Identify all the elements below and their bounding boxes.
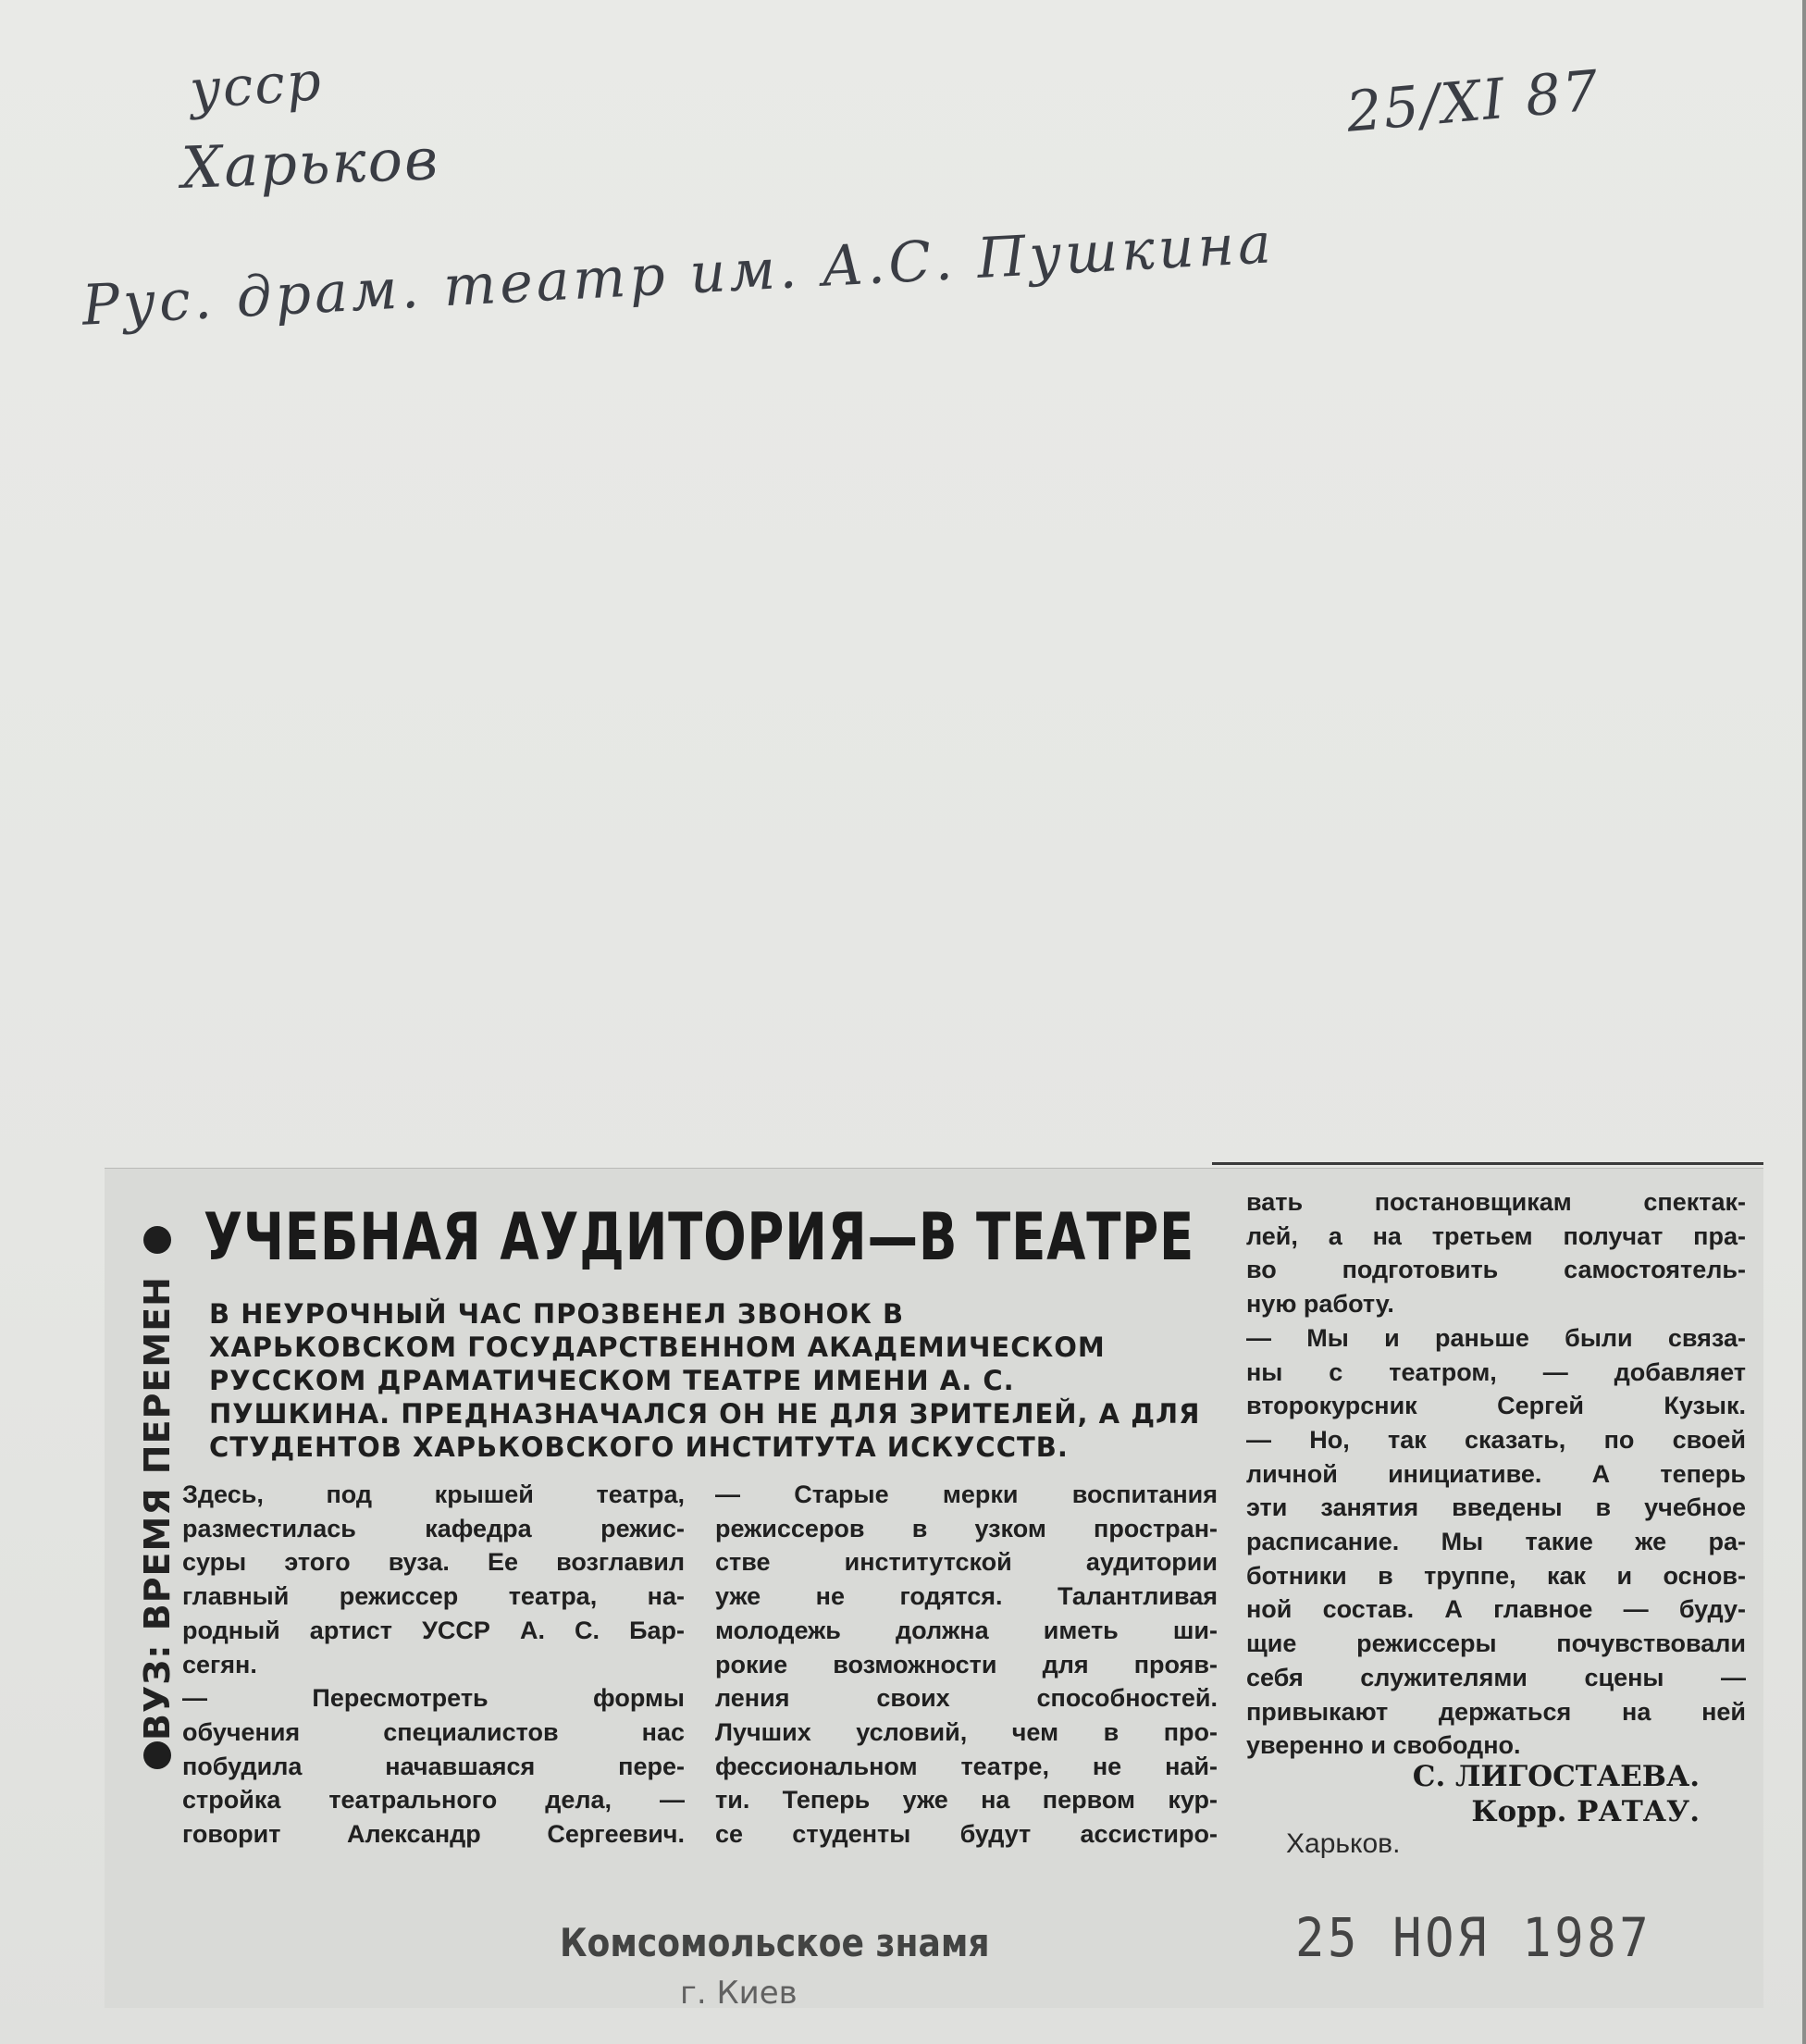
lead-line: ХАРЬКОВСКОМ ГОСУДАРСТВЕННОМ АКАДЕМИЧЕСКОМ xyxy=(209,1332,1106,1363)
column-line: привыкают держаться на ней xyxy=(1246,1697,1746,1726)
author-signature: С. ЛИГОСТАЕВА. xyxy=(1412,1760,1700,1793)
column-line: во подготовить самостоятель- xyxy=(1246,1256,1746,1284)
column-line: стройка театрального дела, — xyxy=(182,1786,685,1815)
column-line: ной состав. А главное — буду- xyxy=(1246,1595,1746,1624)
column-line: лей, а на третьем получат пра- xyxy=(1246,1221,1746,1250)
column-line: говорит Александр Сергеевич. xyxy=(182,1820,685,1849)
handwritten-city: Харьков xyxy=(179,125,441,202)
column-line: — Пересмотреть формы xyxy=(182,1684,685,1713)
lead-line: В НЕУРОЧНЫЙ ЧАС ПРОЗВЕНЕЛ ЗВОНОК В xyxy=(209,1298,905,1330)
column-line: режиссеров в узком простран- xyxy=(715,1514,1218,1542)
rubric-label: ВУЗ: ВРЕМЯ ПЕРЕМЕН xyxy=(137,1276,178,1740)
article-lead xyxy=(209,1297,1227,1464)
column-line: разместилась кафедра режис- xyxy=(182,1514,685,1542)
column-line: молодежь должна иметь ши- xyxy=(715,1616,1218,1644)
column-line: ную работу. xyxy=(1246,1290,1394,1319)
column-line: се студенты будут ассистиро- xyxy=(715,1820,1218,1849)
column-line: вать постановщикам спектак- xyxy=(1246,1188,1746,1216)
column-line: обучения специалистов нас xyxy=(182,1717,685,1746)
column-line: ления своих способностей. xyxy=(715,1684,1218,1713)
article-column-1 xyxy=(182,1478,685,1852)
article-column-2 xyxy=(715,1478,1218,1852)
column-line: — Старые мерки воспитания xyxy=(715,1480,1218,1508)
column-line: сегян. xyxy=(182,1650,257,1679)
handwritten-theatre-note: Рус. драм. театр им. А.С. Пушкина xyxy=(80,211,1277,339)
column-line: Здесь, под крышей театра, xyxy=(182,1480,685,1508)
column-line: побудила начавшаяся пере- xyxy=(182,1752,685,1780)
column-line: ботники в труппе, как и основ- xyxy=(1246,1561,1746,1590)
newspaper-stamp-date: 25 НОЯ 1987 xyxy=(1295,1906,1652,1969)
column-line: Лучших условий, чем в про- xyxy=(715,1717,1218,1746)
lead-line: СТУДЕНТОВ ХАРЬКОВСКОГО ИНСТИТУТА ИСКУССТВ. xyxy=(209,1431,1069,1463)
column-line: щие режиссеры почувствовали xyxy=(1246,1629,1746,1658)
clipping-cut-line xyxy=(1212,1162,1763,1165)
column-line: личной инициативе. А теперь xyxy=(1246,1459,1746,1488)
handwritten-region: усср xyxy=(187,49,325,121)
newspaper-stamp-name: Комсомольское знамя xyxy=(560,1920,990,1965)
column-line: себя служителями сцены — xyxy=(1246,1663,1746,1691)
article-headline: УЧЕБНАЯ АУДИТОРИЯ—В ТЕАТРЕ xyxy=(204,1199,1195,1275)
author-role: Корр. РАТАУ. xyxy=(1471,1795,1700,1828)
lead-line: ПУШКИНА. ПРЕДНАЗНАЧАЛСЯ ОН НЕ ДЛЯ ЗРИТЕЛЕЙ, А ДЛЯ xyxy=(209,1398,1201,1430)
lead-line: РУССКОМ ДРАМАТИЧЕСКОМ ТЕАТРЕ ИМЕНИ А. С. xyxy=(209,1365,1015,1396)
column-line: суры этого вуза. Ее возглавил xyxy=(182,1548,685,1577)
column-line: уверенно и свободно. xyxy=(1246,1731,1521,1760)
column-line: — Мы и раньше были связа- xyxy=(1246,1323,1746,1352)
column-line: ти. Теперь уже на первом кур- xyxy=(715,1786,1218,1815)
column-line: второкурсник Сергей Кузык. xyxy=(1246,1392,1746,1420)
article-column-3 xyxy=(1246,1185,1746,1763)
dateline-place: Харьков. xyxy=(1286,1828,1401,1859)
column-line: рокие возможности для прояв- xyxy=(715,1650,1218,1679)
column-line: расписание. Мы такие же ра- xyxy=(1246,1528,1746,1556)
column-line: эти занятия введены в учебное xyxy=(1246,1493,1746,1522)
column-line: родный артист УССР А. С. Бар- xyxy=(182,1616,685,1644)
column-line: — Но, так сказать, по своей xyxy=(1246,1425,1746,1454)
column-line: главный режиссер театра, на- xyxy=(182,1582,685,1611)
newspaper-stamp-city: г. Киев xyxy=(680,1975,798,2012)
column-line: фессиональном театре, не най- xyxy=(715,1752,1218,1780)
column-line: стве институтской аудитории xyxy=(715,1548,1218,1577)
sheet-edge xyxy=(1802,0,1806,2044)
handwritten-date: 25/XI 87 xyxy=(1343,58,1602,145)
column-line: уже не годятся. Талантливая xyxy=(715,1582,1218,1611)
column-line: ны с театром, — добавляет xyxy=(1246,1357,1746,1386)
